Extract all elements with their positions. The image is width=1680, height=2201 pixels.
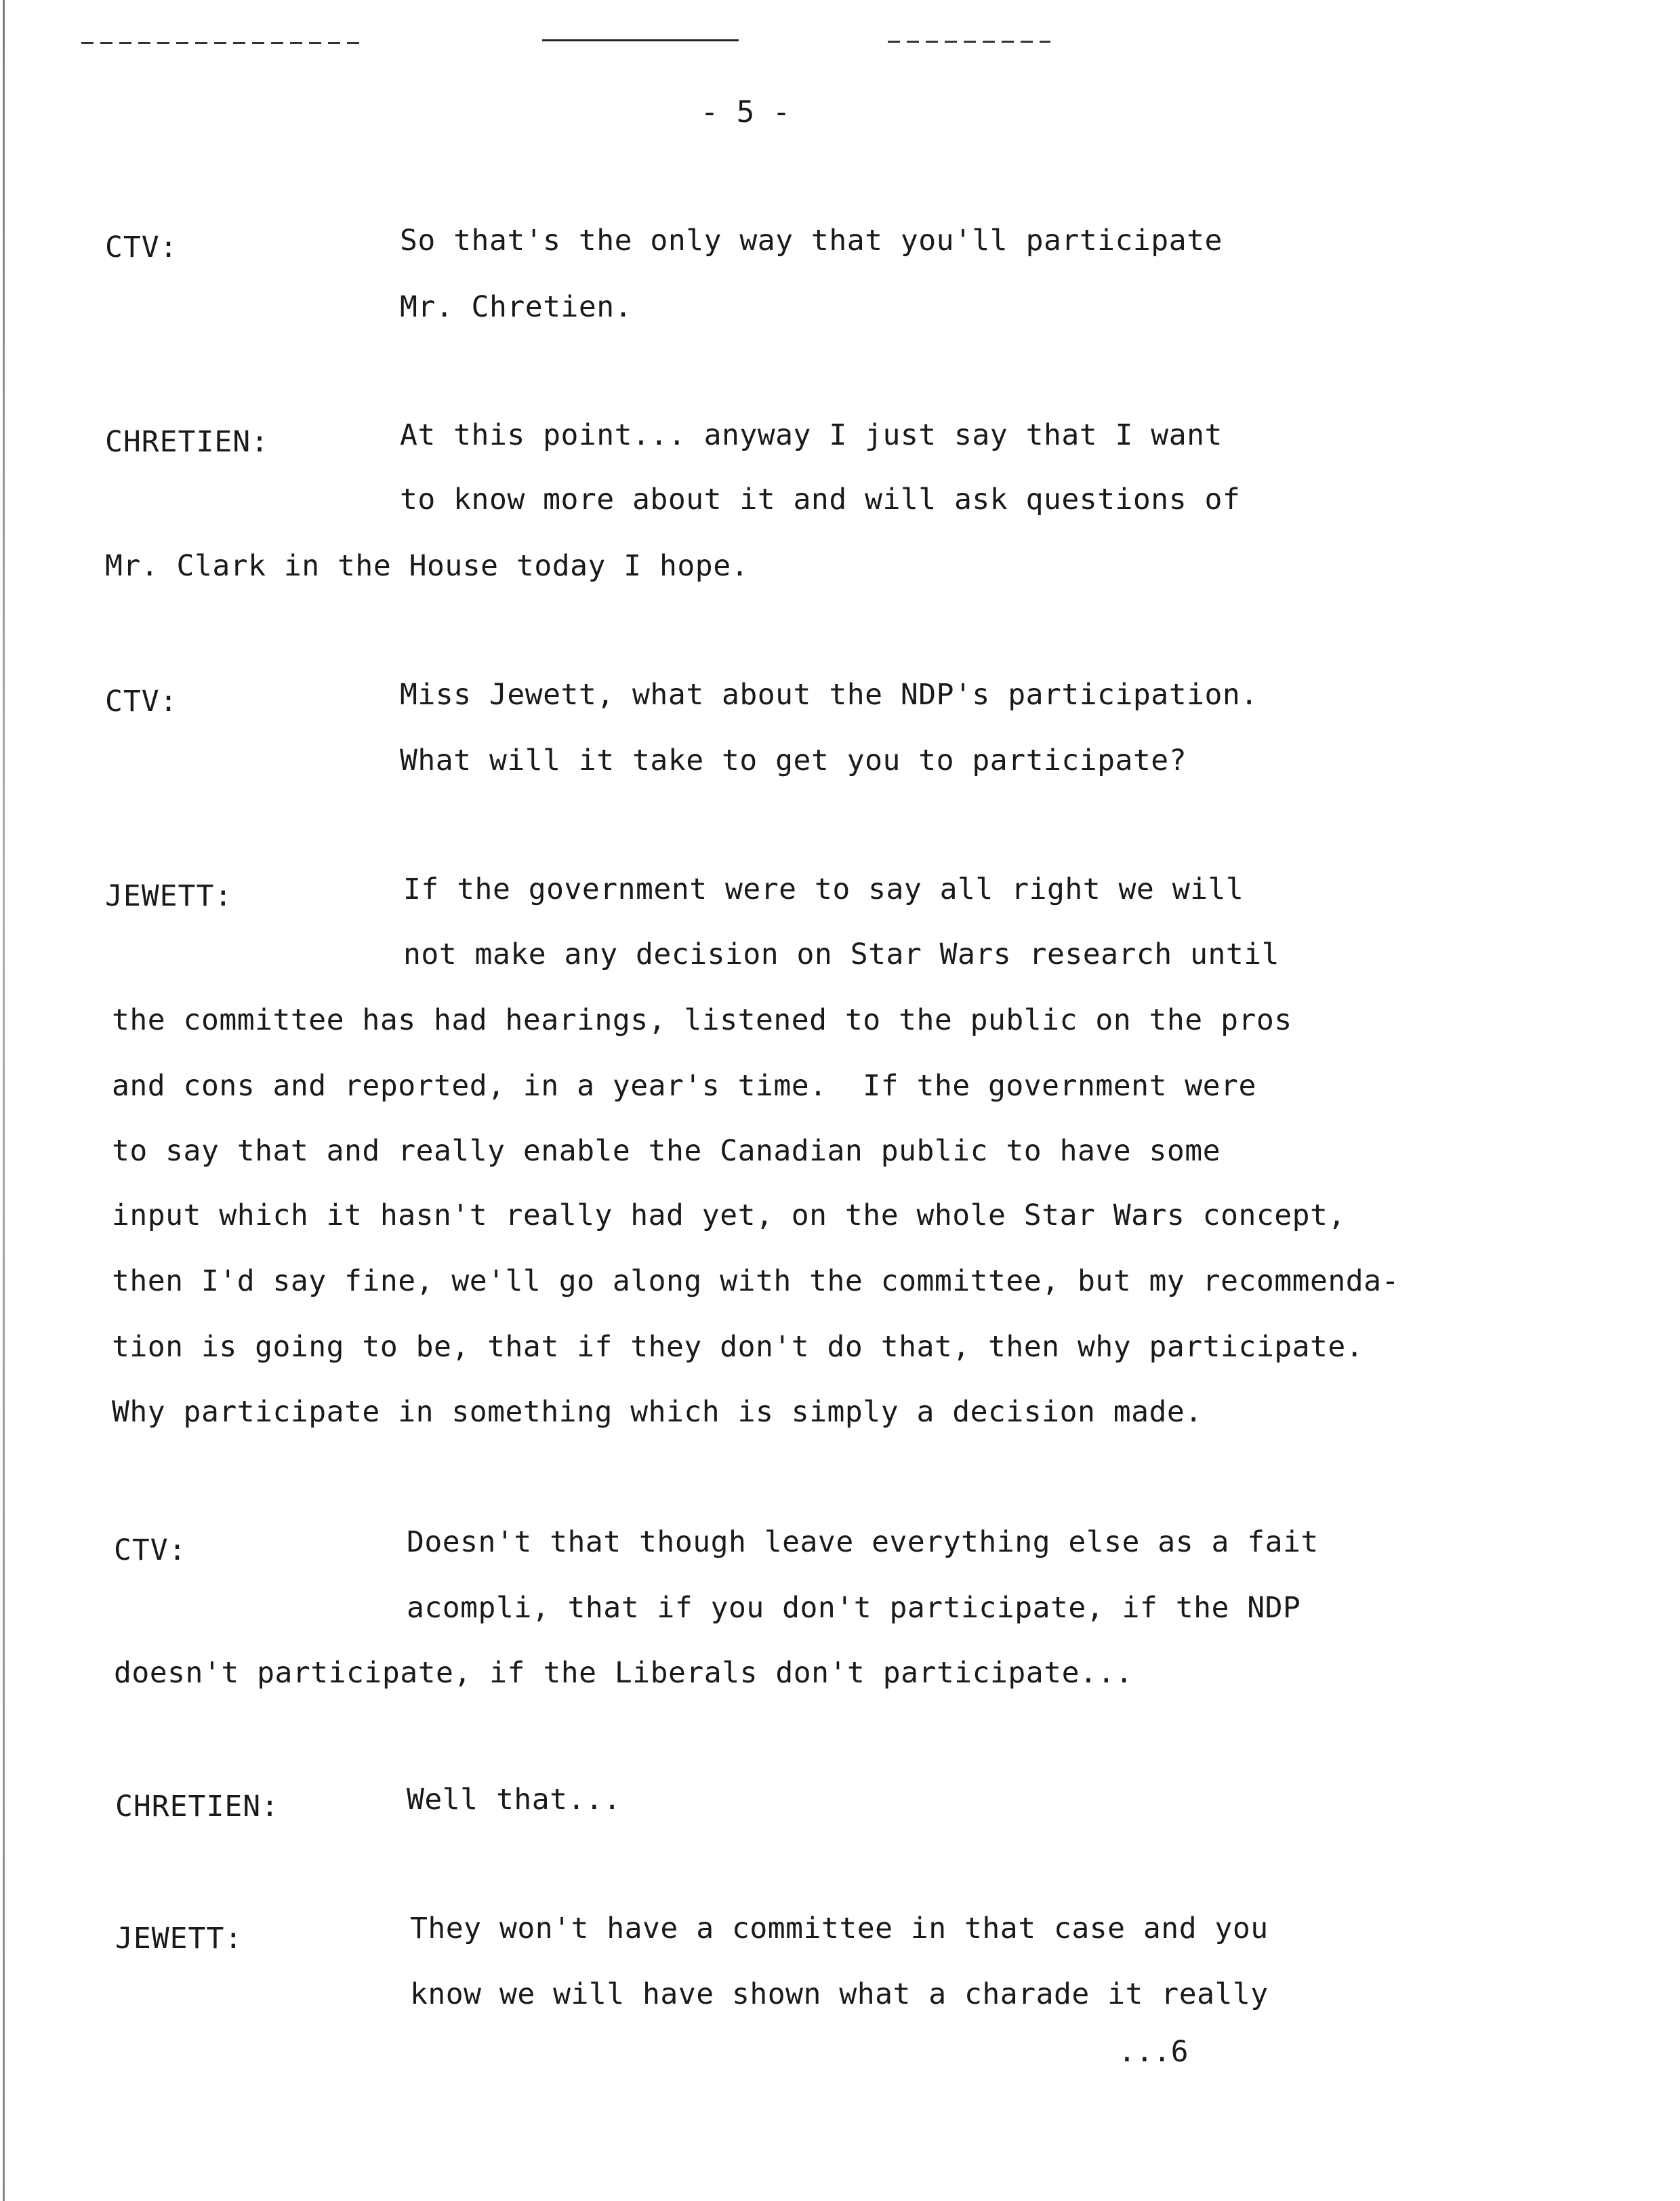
top-rule xyxy=(81,42,366,44)
speaker-label: CHRETIEN: xyxy=(115,1790,279,1823)
speaker-label: CTV: xyxy=(105,230,178,264)
top-rule xyxy=(888,41,1050,43)
transcript-line: If the government were to say all right we will xyxy=(403,872,1244,906)
speaker-label: CTV: xyxy=(114,1533,187,1567)
speaker-label: JEWETT: xyxy=(105,879,233,913)
transcript-line: Doesn't that though leave everything else as a fait xyxy=(407,1525,1319,1559)
scan-edge xyxy=(3,0,5,2201)
transcript-line: then I'd say fine, we'll go along with the committee, but my recommenda- xyxy=(112,1264,1399,1298)
transcript-line: know we will have shown what a charade it really xyxy=(410,1977,1269,2011)
transcript-line: What will it take to get you to participate? xyxy=(400,744,1187,778)
transcript-line: doesn't participate, if the Liberals don't participate... xyxy=(114,1656,1134,1690)
top-rule xyxy=(542,39,739,41)
transcript-line: input which it hasn't really had yet, on the whole Star Wars concept, xyxy=(112,1198,1346,1232)
transcript-line: Mr. Chretien. xyxy=(400,290,633,324)
transcript-line: to say that and really enable the Canadian public to have some xyxy=(112,1134,1221,1168)
transcript-line: and cons and reported, in a year's time. If the government were xyxy=(112,1069,1256,1103)
page-number: - 5 - xyxy=(700,95,791,129)
transcript-line: to know more about it and will ask questions of xyxy=(400,483,1241,517)
speaker-label: JEWETT: xyxy=(115,1922,243,1956)
transcript-line: not make any decision on Star Wars research until xyxy=(403,937,1280,971)
transcript-line: acompli, that if you don't participate, if the NDP xyxy=(407,1591,1301,1625)
transcript-line: tion is going to be, that if they don't do that, then why participate. xyxy=(112,1330,1364,1364)
transcript-line: At this point... anyway I just say that I want xyxy=(400,418,1223,452)
speaker-label: CTV: xyxy=(105,685,178,719)
transcript-line: Mr. Clark in the House today I hope. xyxy=(105,549,749,583)
speaker-label: CHRETIEN: xyxy=(105,425,269,459)
transcript-line: the committee has had hearings, listened to the public on the pros xyxy=(112,1003,1292,1037)
transcript-line: They won't have a committee in that case and you xyxy=(410,1912,1269,1945)
continued-marker: ...6 xyxy=(1118,2035,1189,2069)
transcript-line: So that's the only way that you'll participate xyxy=(400,224,1223,258)
transcript-line: Why participate in something which is simply a decision made. xyxy=(112,1395,1203,1429)
transcript-line: Well that... xyxy=(407,1783,621,1817)
transcript-line: Miss Jewett, what about the NDP's participation. xyxy=(400,678,1258,712)
